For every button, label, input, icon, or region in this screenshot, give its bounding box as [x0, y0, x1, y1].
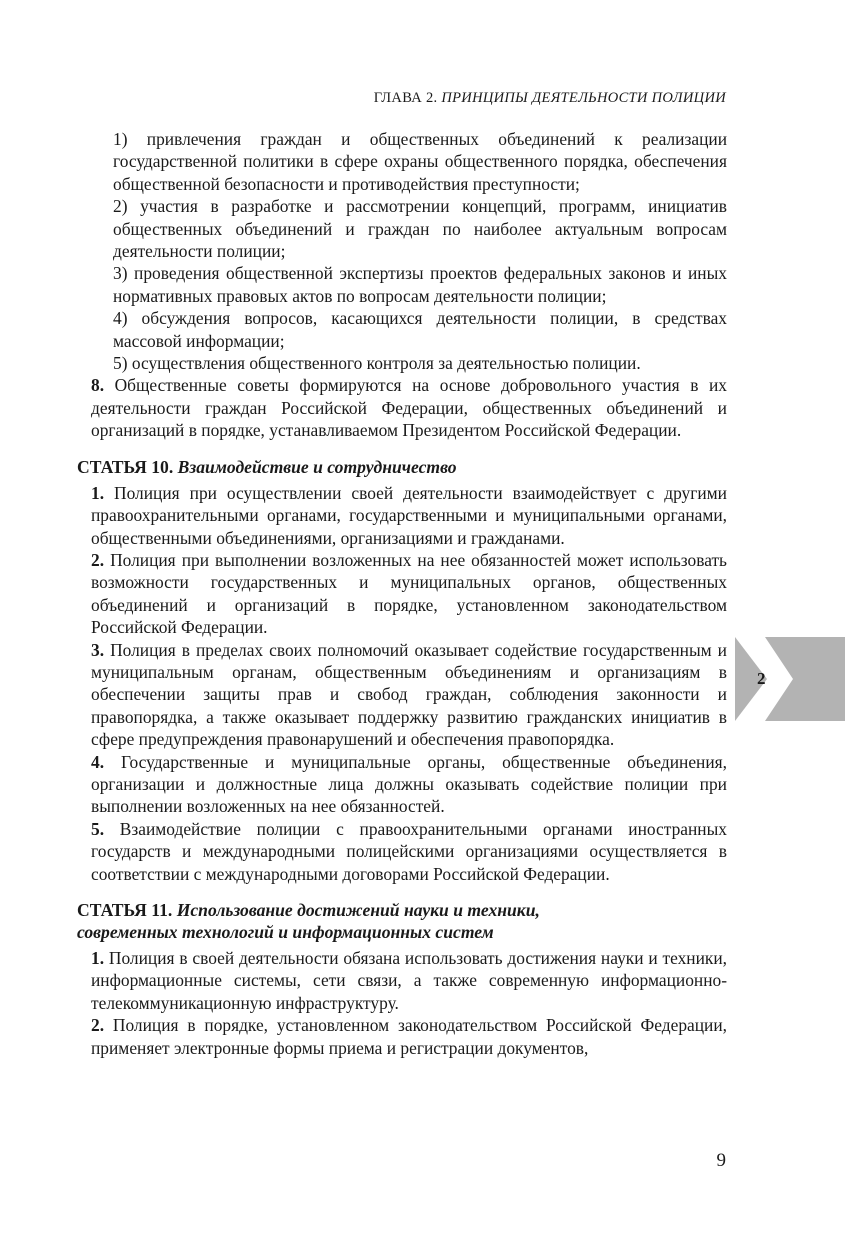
clause-text: Полиция при выполнении возложенных на нее обязанностей может использовать возможности государственных и муниципальных органов, общественных объединений и организаций в порядке, установленном законодательством Российской Федерации.	[91, 549, 727, 638]
clause	[77, 1014, 727, 1059]
clause-text: Полиция в своей деятельности обязана использовать достижения науки и техники, информационные системы, сети связи, а также современную информационно-телекоммуникационную инфраструктуру.	[91, 948, 727, 1013]
clause-text: Общественные советы формируются на основе добровольного участия в их деятельности граждан Российской Федерации, общественных объединений и организаций в порядке, устанавливаемом Президентом Российской Федерации.	[91, 375, 727, 441]
clause	[77, 751, 727, 818]
clause-number: 4.	[91, 751, 105, 772]
clause-text: Полиция в порядке, установленном законодательством Российской Федерации, применяет электронные формы приема и регистрации документов,	[91, 1015, 727, 1058]
page-body	[77, 128, 727, 1059]
clause	[77, 818, 727, 885]
chapter-tab-label: 2	[757, 669, 766, 688]
clause-number: 1.	[91, 948, 105, 968]
article-title-line2: современных технологий и информационных систем	[77, 922, 494, 942]
article-10-heading	[77, 456, 727, 478]
chapter-thumb-tab	[735, 637, 845, 721]
running-header	[374, 90, 726, 107]
chapter-tab-shape	[735, 637, 845, 721]
clause-number: 3.	[91, 639, 105, 660]
clause-number: 8.	[91, 375, 105, 396]
list-item: 5) осуществления общественного контроля за деятельностью полиции.	[113, 353, 641, 374]
article-11-heading	[77, 899, 727, 943]
clause	[77, 482, 727, 549]
list-item: 4) обсуждения вопросов, касающихся деятельности полиции, в средствах массовой информации;	[113, 308, 727, 351]
clause-number: 2.	[91, 549, 105, 570]
clause-number: 2.	[91, 1015, 105, 1036]
clause	[77, 549, 727, 639]
clause-text: Взаимодействие полиции с правоохранительными органами иностранных государств и международными полицейскими организациями осуществляется в соответствии с международными договорами Российской Федерации.	[91, 818, 727, 884]
clause-text: Полиция в пределах своих полномочий оказывает содействие государственным и муниципальным органам, общественным объединениям и организациям в обеспечении защиты прав и свобод граждан, соблюдения законности и правопорядка, а также оказывает поддержку развитию гражданских инициатив в сфере предупреждения правонарушений и обеспечения правопорядка.	[91, 639, 727, 750]
article-number: СТАТЬЯ 11.	[77, 900, 173, 920]
chapter-label: ГЛАВА 2.	[373, 90, 438, 106]
clause	[77, 639, 727, 751]
article-number: СТАТЬЯ 10.	[77, 456, 174, 477]
list-item: 1) привлечения граждан и общественных объединений к реализации государственной политики в сфере охраны общественного порядка, обеспечения общественной безопасности и противодействия преступности;	[113, 129, 727, 194]
clause-number: 1.	[91, 482, 105, 503]
article-title: Взаимодействие и сотрудничество	[177, 456, 457, 477]
clause-8	[77, 374, 727, 441]
clause	[77, 947, 727, 1014]
clause-number: 5.	[91, 818, 105, 839]
article-title-line1: Использование достижений науки и техники,	[176, 900, 540, 920]
clause-text: Полиция при осуществлении своей деятельности взаимодействует с другими правоохранительными органами, государственными и муниципальными органами, общественными объединениями, организациями и гражданами.	[91, 482, 727, 548]
page-number: 9	[716, 1150, 726, 1171]
list-item: 2) участия в разработке и рассмотрении концепций, программ, инициатив общественных объединений и граждан по наиболее актуальным вопросам деятельности полиции;	[113, 196, 727, 262]
clause-text: Государственные и муниципальные органы, общественные объединения, организации и должностные лица должны оказывать содействие полиции при выполнении возложенных на нее обязанностей.	[91, 751, 727, 817]
chapter-title: ПРИНЦИПЫ ДЕЯТЕЛЬНОСТИ ПОЛИЦИИ	[441, 90, 726, 106]
list-item: 3) проведения общественной экспертизы проектов федеральных законов и иных нормативных правовых актов по вопросам деятельности полиции;	[113, 263, 727, 306]
